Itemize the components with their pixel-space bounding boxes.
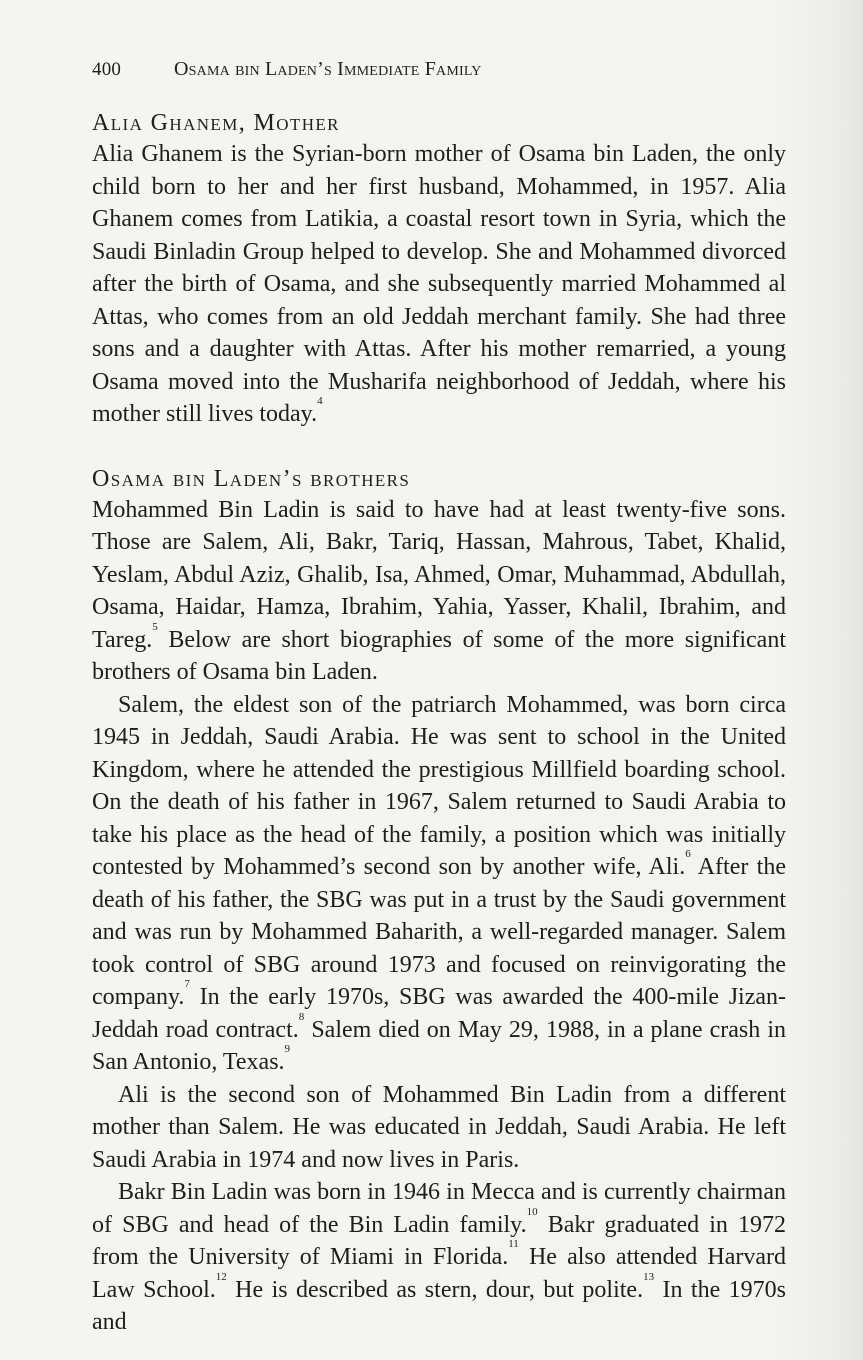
paragraph-alia-ghanem: [92, 138, 786, 431]
paragraph-text: Alia Ghanem is the Syrian-born mother of Osama bin Laden, the only child born to her and her first husband, Mohammed, in 1957. Alia Ghanem comes from Latikia, a coastal resort town in Syria, which the Saudi Binladin Group helped to develop. She and Mohammed divorced after the birth of Osama, and she subsequently married Mohammed al Attas, who comes from an old Jeddah merchant family. She had three sons and a daughter with Attas. After his mother remarried, a young Osama moved into the Musharifa neighborhood of Jeddah, where his mother still lives today.: [92, 141, 786, 427]
footnote-ref[interactable]: 13: [643, 1270, 655, 1283]
paragraph-salem: [92, 689, 786, 1079]
paragraph-text: Ali is the second son of Mohammed Bin Ladin from a different mother than Salem. He was educated in Jeddah, Saudi Arabia. He left Saudi Arabia in 1974 and now lives in Paris.: [92, 1081, 786, 1173]
footnote-ref[interactable]: 4: [317, 395, 323, 407]
page-body: [92, 108, 786, 1339]
paragraph-text: Bakr graduated in 1972 from the University of Miami in Florida.: [92, 1211, 786, 1270]
running-title: Osama bin Laden’s Immediate Family: [174, 58, 482, 80]
paragraph-text: Mohammed Bin Ladin is said to have had at least twenty-five sons. Those are Salem, Ali, Bakr, Tariq, Hassan, Mahrous, Tabet, Khalid, Yeslam, Abdul Aziz, Ghalib, Isa, Ahmed, Omar, Muhammad, Abdullah, Osama, Haidar, Hamza, Ibrahim, Yahia, Yasser, Khalil, Ibrahim, and Tareg.: [92, 496, 786, 653]
paragraph-text: In the early 1970s, SBG was awarded the 400-mile Jizan-Jeddah road contract.: [92, 984, 786, 1043]
footnote-ref[interactable]: 8: [298, 1010, 305, 1023]
page-number: 400: [92, 59, 122, 80]
paragraph-sons-list: [92, 494, 786, 689]
footnote-ref[interactable]: 12: [215, 1270, 227, 1283]
paragraph-text: Bakr Bin Ladin was born in 1946 in Mecca and is currently chairman of SBG and head of the Bin Ladin family.: [92, 1179, 786, 1238]
footnote-ref[interactable]: 7: [184, 978, 190, 990]
running-head: [92, 58, 482, 81]
footnote-ref[interactable]: 11: [508, 1238, 519, 1250]
paragraph-text: He also attended Harvard Law School.: [92, 1244, 786, 1303]
paragraph-ali: [92, 1079, 786, 1177]
footnote-ref[interactable]: 6: [685, 848, 691, 860]
paragraph-text: In the 1970s and: [92, 1276, 787, 1335]
section-heading-mother: Alia Ghanem, Mother: [92, 110, 340, 136]
footnote-ref[interactable]: 5: [152, 620, 158, 633]
footnote-ref[interactable]: 9: [284, 1043, 291, 1055]
paragraph-text: Below are short biographies of some of the more significant brothers of Osama bin Laden.: [92, 626, 786, 685]
paragraph-text: After the death of his father, the SBG was put in a trust by the Saudi government and was run by Mohammed Baharith, a well-regarded manager. Salem took control of SBG around 1973 and focused on reinvigorating the company.: [92, 854, 786, 1010]
footnote-ref[interactable]: 10: [526, 1205, 538, 1218]
section-heading-brothers: Osama bin Laden’s brothers: [92, 465, 411, 492]
paragraph-text: Salem died on May 29, 1988, in a plane crash in San Antonio, Texas.: [92, 1016, 786, 1075]
paragraph-text: He is described as stern, dour, but polite.: [226, 1276, 644, 1303]
paragraph-bakr: [92, 1176, 786, 1339]
paragraph-text: Salem, the eldest son of the patriarch Mohammed, was born circa 1945 in Jeddah, Saudi Arabia. He was sent to school in the United Kingdom, where he attended the prestigious Millfield boarding school. On the death of his father in 1967, Salem returned to Saudi Arabia to take his place as the head of the family, a position which was initially contested by Mohammed’s second son by another wife, Ali.: [92, 691, 786, 880]
